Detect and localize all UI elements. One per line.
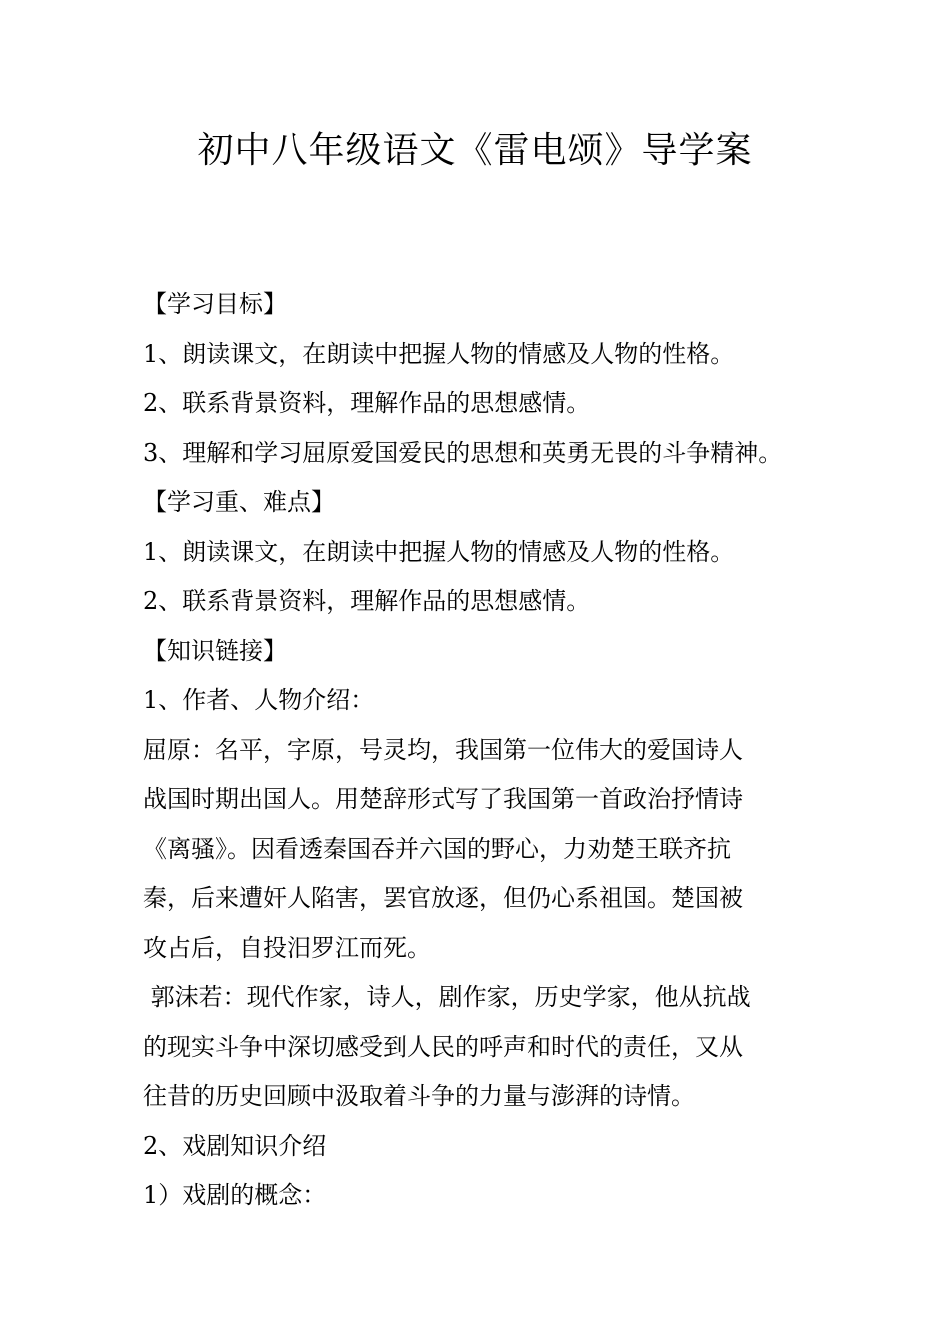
key-point-1: 1、朗读课文，在朗读中把握人物的情感及人物的性格。 bbox=[143, 537, 735, 566]
paragraph-line: 往昔的历史回顾中汲取着斗争的力量与澎湃的诗情。 bbox=[143, 1082, 695, 1110]
paragraph-line: 的现实斗争中深切感受到人民的呼声和时代的责任，又从 bbox=[143, 1032, 743, 1061]
section-heading-knowledge: 【知识链接】 bbox=[143, 636, 287, 665]
section-heading-objectives: 【学习目标】 bbox=[143, 290, 287, 318]
objective-3: 3、理解和学习屈原爱国爱民的思想和英勇无畏的斗争精神。 bbox=[143, 438, 783, 467]
paragraph-line: 秦，后来遭奸人陷害，罢官放逐，但仍心系祖国。楚国被 bbox=[143, 884, 743, 912]
objective-2: 2、联系背景资料，理解作品的思想感情。 bbox=[143, 389, 591, 417]
paragraph-line: 战国时期出国人。用楚辞形式写了我国第一首政治抒情诗 bbox=[143, 785, 743, 813]
knowledge-subitem-1-heading: 1）戏剧的概念： bbox=[143, 1181, 327, 1209]
paragraph-line: 攻占后，自投汨罗江而死。 bbox=[143, 933, 431, 962]
document-body bbox=[143, 280, 813, 1221]
knowledge-item-1-heading: 1、作者、人物介绍： bbox=[143, 686, 375, 714]
key-point-2: 2、联系背景资料，理解作品的思想感情。 bbox=[143, 587, 591, 615]
section-heading-key-points: 【学习重、难点】 bbox=[143, 488, 335, 516]
paragraph-line: 屈原：名平，字原，号灵均，我国第一位伟大的爱国诗人 bbox=[143, 735, 743, 764]
paragraph-line: 《离骚》。因看透秦国吞并六国的野心，力劝楚王联齐抗 bbox=[143, 834, 731, 863]
objective-1: 1、朗读课文，在朗读中把握人物的情感及人物的性格。 bbox=[143, 339, 735, 368]
document-title: 初中八年级语文《雷电颂》导学案 bbox=[197, 130, 753, 171]
paragraph-line: 郭沫若：现代作家，诗人，剧作家，历史学家，他从抗战 bbox=[143, 983, 751, 1011]
knowledge-item-2-heading: 2、戏剧知识介绍 bbox=[143, 1131, 327, 1160]
